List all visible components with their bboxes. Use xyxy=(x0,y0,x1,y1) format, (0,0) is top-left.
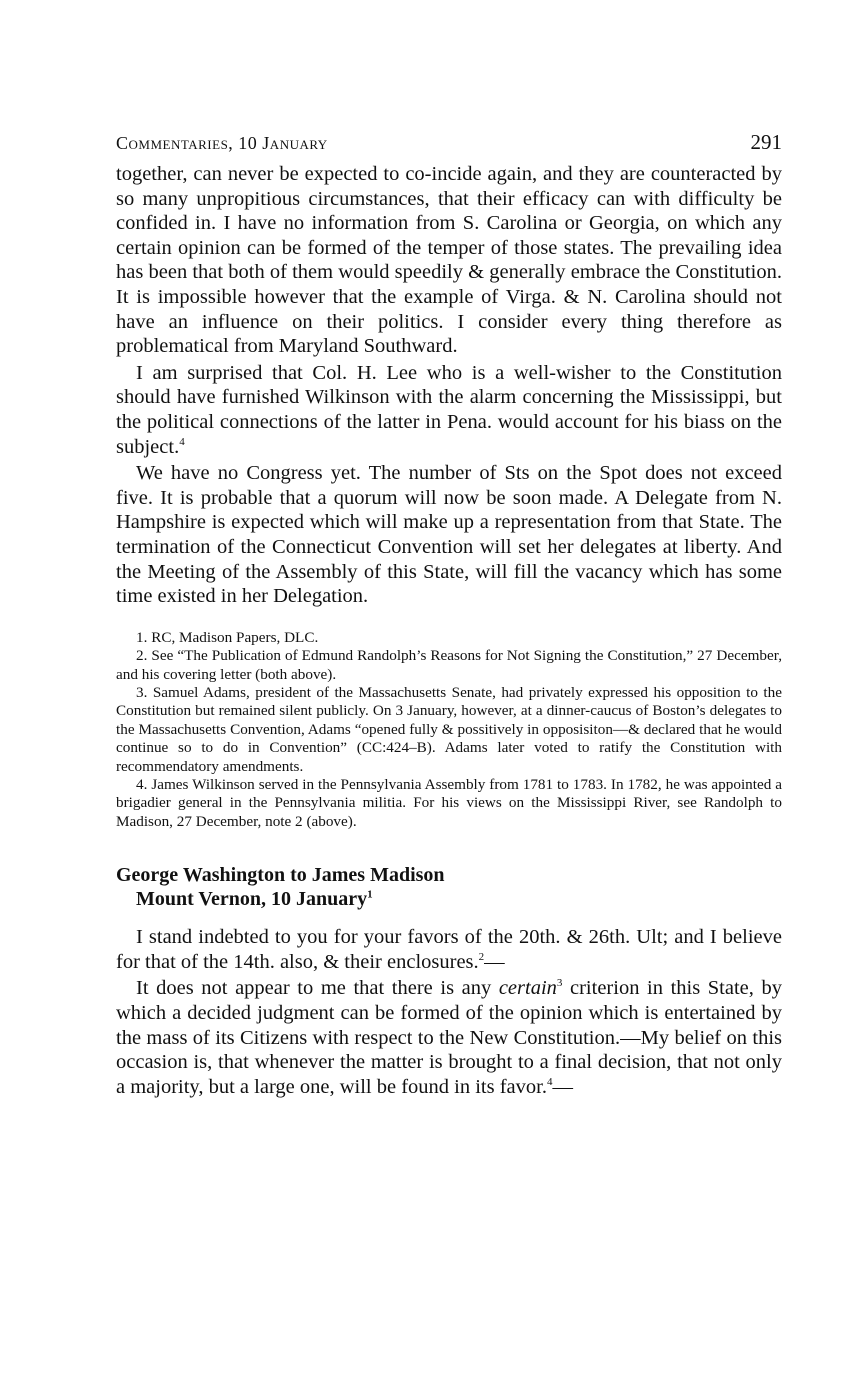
paragraph-1: together, can never be expected to co-incide again, and they are counteracted by so many unpropitious circumstances, that their efficacy can with difficulty be confided in. I have no information from S. Carolina or Georgia, on which any certain opinion can be formed of the temper of those states. The prevailing idea has been that both of them would speedily & generally embrace the Constitution. It is impossible however that the example of Virga. & N. Carolina should not have an influence on their politics. I consider every thing therefore as problematical from Maryland Southward. xyxy=(116,163,782,358)
footnote-1 xyxy=(116,629,782,647)
document-heading xyxy=(116,863,782,911)
footnote-ref: 2 xyxy=(478,950,485,963)
footnote-text: RC, Madison Papers, DLC. xyxy=(147,628,319,646)
paragraph-2-lead: I xyxy=(136,361,143,384)
footnote-ref: 4 xyxy=(179,435,185,448)
footnote-number: 3. xyxy=(136,683,148,701)
letter-paragraph-1-text: I stand indebted to you for your favors of the 20th. & 26th. Ult; and I believe for that of the 14th. also, & their enclosures. xyxy=(116,926,782,973)
footnote-4 xyxy=(116,776,782,831)
footnote-number: 4. xyxy=(136,775,148,793)
document-title: George Washington to James Madison xyxy=(116,864,445,887)
letter-paragraph-2 xyxy=(116,976,782,1099)
footnote-number: 1. xyxy=(136,628,148,646)
footnote-number: 2. xyxy=(136,647,148,665)
document-place-date xyxy=(116,887,782,911)
letter-paragraph-2-text: It does not appear to me that there is any xyxy=(136,977,499,1000)
paragraph-3 xyxy=(116,461,782,609)
dash: — xyxy=(484,950,505,973)
footnote-ref: 4 xyxy=(546,1075,553,1088)
document-place-date-text: Mount Vernon, 10 January xyxy=(136,888,368,911)
footnote-2 xyxy=(116,647,782,684)
dash: — xyxy=(552,1075,573,1098)
letter-paragraph-1 xyxy=(116,925,782,974)
page-number: 291 xyxy=(750,130,782,154)
italic-word: certain xyxy=(498,977,557,1000)
footnote-text: James Wilkinson served in the Pennsylvania Assembly from 1781 to 1783. In 1782, he was appointed a brigadier general in the Pennsylvania militia. For his views on the Mississippi River, see Randolph to Madison, 27 December, note 2 (above). xyxy=(116,775,782,830)
paragraph-2-text: am surprised that Col. H. Lee who is a well-wisher to the Constitution should have furnished Wilkinson with the alarm concerning the Mississippi, but the political connections of the latter in Pena. would account for his biass on the subject. xyxy=(116,361,782,458)
running-title: Commentaries, 10 January xyxy=(116,133,328,153)
footnotes xyxy=(116,629,782,831)
letter-paragraph-2-rest: criterion in this State, by which a decided judgment can be formed of the opinion which is entertained by the mass of its Citizens with respect to the New Constitution.—My belief on this occasion is, that whenever the matter is brought to a final decision, that not only a majority, but a large one, will be found in its favor. xyxy=(116,977,782,1098)
paragraph-2 xyxy=(116,361,782,459)
paragraph-3-text: have no Congress yet. The number of Sts on the Spot does not exceed five. It is probable that a quorum will now be soon made. A Delegate from N. Hampshire is expected which will make up a representation from that State. The termination of the Connecticut Convention will set her delegates at liberty. And the Meeting of the Assembly of this State, will fill the vacancy which has some time existed in her Delegation. xyxy=(116,462,782,608)
letter-body xyxy=(116,925,782,1099)
page xyxy=(116,130,782,1099)
footnote-ref: 3 xyxy=(556,977,563,990)
footnote-text: See “The Publication of Edmund Randolph’s Reasons for Not Signing the Constitution,” 27 December, and his covering letter (both above). xyxy=(116,647,782,683)
body-text xyxy=(116,162,782,609)
running-head xyxy=(116,130,782,160)
footnote-text: Samuel Adams, president of the Massachusetts Senate, had privately expressed his opposition to the Constitution but remained silent publicly. On 3 January, however, at a dinner-caucus of Boston’s delegates to the Massachusetts Convention, Adams “opened fully & possitively in opposisiton—& declared that he would continue so to do in Convention” (CC:424–B). Adams later voted to ratify the Constitution with recommendatory amendments. xyxy=(116,683,782,775)
footnote-ref: 1 xyxy=(367,888,373,901)
footnote-3 xyxy=(116,684,782,776)
paragraph-3-lead: We xyxy=(136,462,163,485)
